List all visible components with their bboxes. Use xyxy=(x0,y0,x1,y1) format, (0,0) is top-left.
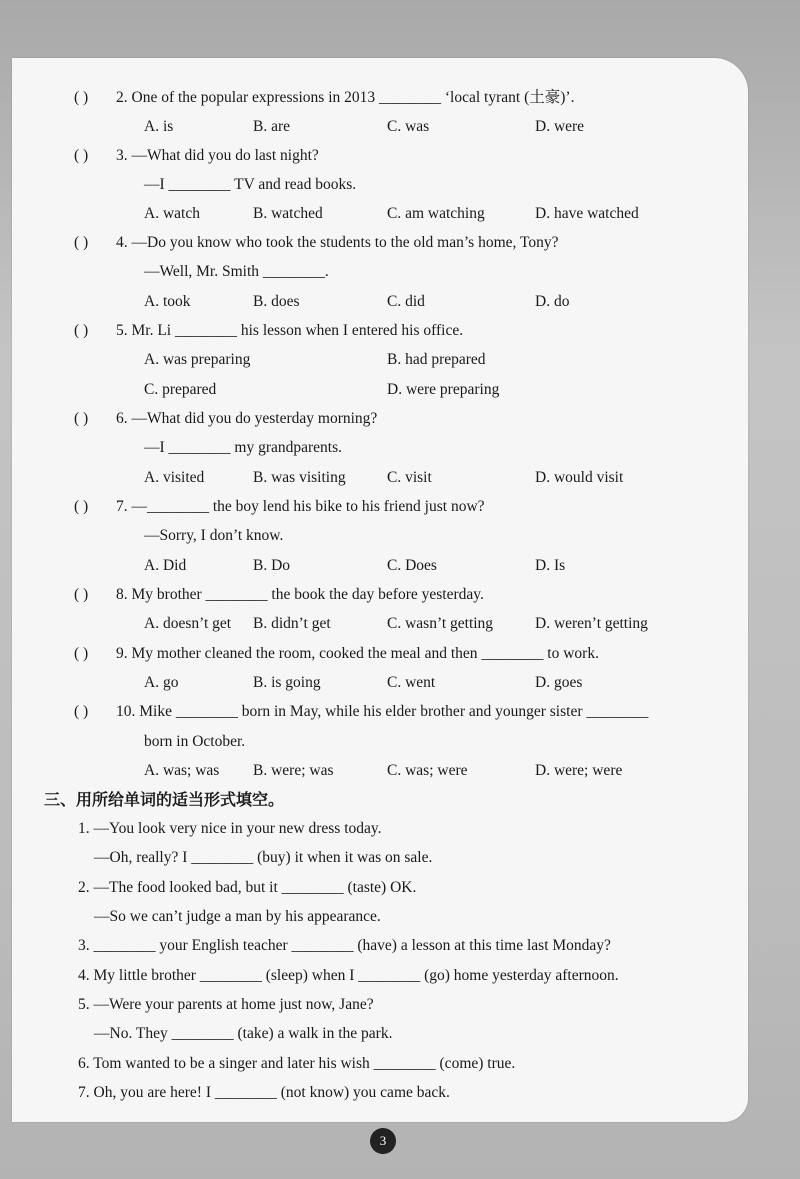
option-a: A. took xyxy=(144,293,191,310)
fill-item-1 xyxy=(0,815,800,843)
fill-question[interactable]: 6. Tom wanted to be a singer and later his wish ________ (come) true. xyxy=(78,1055,516,1072)
answer-blank[interactable]: ( ) xyxy=(74,410,89,427)
option-b: B. Do xyxy=(253,557,291,574)
question-2 xyxy=(0,84,800,112)
fill-item-6 xyxy=(0,1050,800,1078)
option-a: A. was; was xyxy=(144,762,220,779)
options-row xyxy=(0,200,800,228)
option-c: C. was; were xyxy=(387,762,468,779)
question-10 xyxy=(0,698,800,726)
option-a: A. visited xyxy=(144,469,205,486)
question-stem: 9. My mother cleaned the room, cooked the meal and then ________ to work. xyxy=(116,645,599,662)
fill-item-5 xyxy=(0,991,800,1019)
options-row xyxy=(0,669,800,697)
fill-item-1-response xyxy=(0,844,800,872)
options-row xyxy=(0,346,800,374)
question-response: —I ________ TV and read books. xyxy=(144,176,357,193)
question-6 xyxy=(0,405,800,433)
question-line xyxy=(0,171,800,199)
option-b: B. does xyxy=(253,293,300,310)
section-title: 三、用所给单词的适当形式填空。 xyxy=(44,790,285,809)
options-row xyxy=(0,610,800,638)
answer-blank[interactable]: ( ) xyxy=(74,322,89,339)
fill-question[interactable]: —No. They ________ (take) a walk in the park. xyxy=(94,1025,393,1042)
question-stem: 8. My brother ________ the book the day before yesterday. xyxy=(116,586,484,603)
answer-blank[interactable]: ( ) xyxy=(74,498,89,515)
fill-item-2-response xyxy=(0,903,800,931)
option-c: C. am watching xyxy=(387,205,485,222)
option-a: A. was preparing xyxy=(144,351,251,368)
question-continuation: born in October. xyxy=(144,733,246,750)
option-b: B. watched xyxy=(253,205,323,222)
question-response: —Well, Mr. Smith ________. xyxy=(144,263,329,280)
question-4 xyxy=(0,229,800,257)
option-a: A. go xyxy=(144,674,179,691)
fill-item-7 xyxy=(0,1079,800,1107)
option-b: B. were; was xyxy=(253,762,334,779)
option-c: C. went xyxy=(387,674,436,691)
option-d: D. have watched xyxy=(535,205,639,222)
page-number: 3 xyxy=(370,1128,396,1154)
options-row xyxy=(0,376,800,404)
option-d: D. were preparing xyxy=(387,381,500,398)
fill-item-4 xyxy=(0,962,800,990)
question-line xyxy=(0,434,800,462)
option-c: C. prepared xyxy=(144,381,217,398)
question-3 xyxy=(0,142,800,170)
option-d: D. weren’t getting xyxy=(535,615,648,632)
answer-blank[interactable]: ( ) xyxy=(74,586,89,603)
question-response: —I ________ my grandparents. xyxy=(144,439,343,456)
options-row xyxy=(0,288,800,316)
question-5 xyxy=(0,317,800,345)
fill-question[interactable]: 7. Oh, you are here! I ________ (not know) you came back. xyxy=(78,1084,450,1101)
fill-question: —So we can’t judge a man by his appearance. xyxy=(94,908,381,925)
option-c: C. did xyxy=(387,293,425,310)
option-a: A. Did xyxy=(144,557,187,574)
option-b: B. had prepared xyxy=(387,351,486,368)
option-b: B. is going xyxy=(253,674,321,691)
question-7 xyxy=(0,493,800,521)
question-stem: 3. —What did you do last night? xyxy=(116,147,319,164)
option-d: D. Is xyxy=(535,557,566,574)
answer-blank[interactable]: ( ) xyxy=(74,89,89,106)
question-9 xyxy=(0,640,800,668)
answer-blank[interactable]: ( ) xyxy=(74,234,89,251)
fill-question[interactable]: 3. ________ your English teacher ________ (have) a lesson at this time last Monday? xyxy=(78,937,611,954)
options-row xyxy=(0,757,800,785)
option-a: A. watch xyxy=(144,205,200,222)
question-stem: 6. —What did you do yesterday morning? xyxy=(116,410,378,427)
fill-question: 1. —You look very nice in your new dress today. xyxy=(78,820,382,837)
option-d: D. would visit xyxy=(535,469,624,486)
question-stem: 4. —Do you know who took the students to the old man’s home, Tony? xyxy=(116,234,559,251)
option-b: B. was visiting xyxy=(253,469,346,486)
fill-question: 5. —Were your parents at home just now, Jane? xyxy=(78,996,374,1013)
fill-item-3 xyxy=(0,932,800,960)
option-c: C. visit xyxy=(387,469,432,486)
fill-question[interactable]: —Oh, really? I ________ (buy) it when it was on sale. xyxy=(94,849,433,866)
question-line xyxy=(0,728,800,756)
answer-blank[interactable]: ( ) xyxy=(74,703,89,720)
fill-item-2 xyxy=(0,874,800,902)
option-a: A. is xyxy=(144,118,174,135)
options-row xyxy=(0,552,800,580)
question-8 xyxy=(0,581,800,609)
answer-blank[interactable]: ( ) xyxy=(74,147,89,164)
options-row xyxy=(0,464,800,492)
question-stem: 2. One of the popular expressions in 2013 ________ ‘local tyrant (土豪)’. xyxy=(116,89,575,106)
fill-question[interactable]: 4. My little brother ________ (sleep) when I ________ (go) home yesterday afternoon. xyxy=(78,967,619,984)
options-row xyxy=(0,113,800,141)
option-b: B. didn’t get xyxy=(253,615,331,632)
question-stem: 7. —________ the boy lend his bike to his friend just now? xyxy=(116,498,485,515)
question-line xyxy=(0,258,800,286)
option-d: D. goes xyxy=(535,674,583,691)
option-d: D. do xyxy=(535,293,570,310)
fill-question[interactable]: 2. —The food looked bad, but it ________ (taste) OK. xyxy=(78,879,417,896)
question-stem: 10. Mike ________ born in May, while his elder brother and younger sister ________ xyxy=(116,703,649,720)
option-d: D. were; were xyxy=(535,762,623,779)
answer-blank[interactable]: ( ) xyxy=(74,645,89,662)
question-stem: 5. Mr. Li ________ his lesson when I entered his office. xyxy=(116,322,464,339)
option-d: D. were xyxy=(535,118,585,135)
option-b: B. are xyxy=(253,118,291,135)
option-c: C. wasn’t getting xyxy=(387,615,494,632)
option-c: C. was xyxy=(387,118,430,135)
fill-item-5-response xyxy=(0,1020,800,1048)
question-line xyxy=(0,522,800,550)
option-a: A. doesn’t get xyxy=(144,615,232,632)
question-response: —Sorry, I don’t know. xyxy=(144,527,284,544)
option-c: C. Does xyxy=(387,557,437,574)
